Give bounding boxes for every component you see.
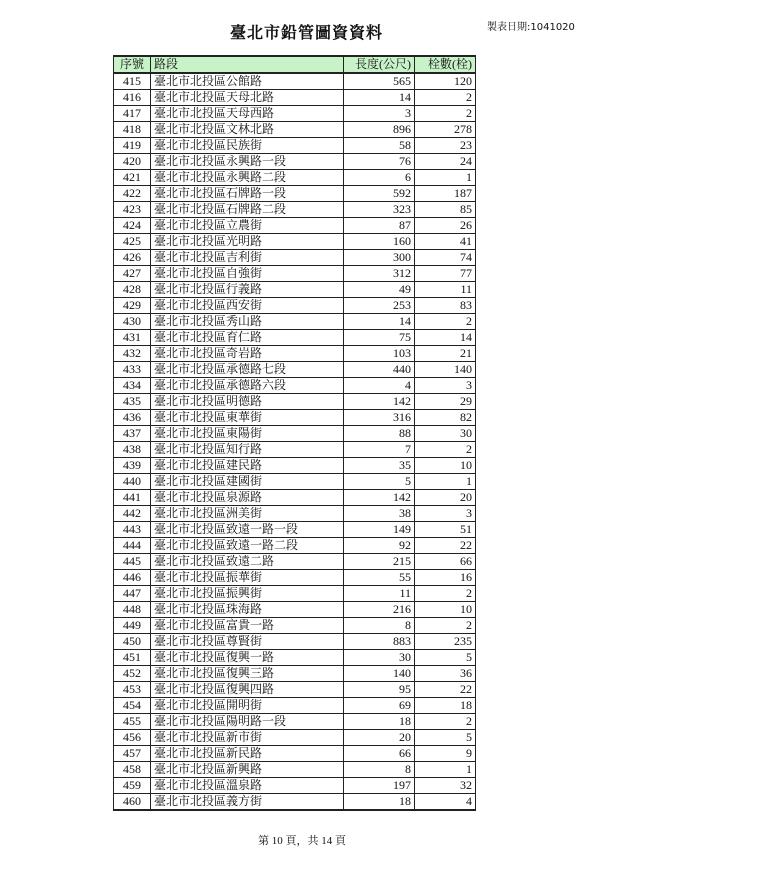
cell-road-section: 臺北市北投區尊賢街 [151,634,344,650]
cell-serial-number: 420 [114,154,151,170]
table-row [114,730,476,746]
header-plug-count: 栓數(栓) [415,56,476,73]
cell-length: 88 [344,426,415,442]
cell-road-section: 臺北市北投區石牌路二段 [151,202,344,218]
cell-serial-number: 460 [114,794,151,811]
table-row [114,714,476,730]
cell-serial-number: 439 [114,458,151,474]
cell-road-section: 臺北市北投區復興一路 [151,650,344,666]
cell-length: 95 [344,682,415,698]
header-serial-number: 序號 [114,56,151,73]
cell-serial-number: 432 [114,346,151,362]
cell-length: 103 [344,346,415,362]
page-number: 第 10 頁，共 14 頁 [258,835,346,847]
table-row [114,490,476,506]
cell-road-section: 臺北市北投區致遠二路 [151,554,344,570]
cell-serial-number: 453 [114,682,151,698]
cell-serial-number: 425 [114,234,151,250]
cell-length: 197 [344,778,415,794]
cell-road-section: 臺北市北投區開明街 [151,698,344,714]
cell-serial-number: 419 [114,138,151,154]
cell-road-section: 臺北市北投區明德路 [151,394,344,410]
cell-serial-number: 438 [114,442,151,458]
cell-plug-count: 83 [415,298,476,314]
cell-serial-number: 435 [114,394,151,410]
cell-road-section: 臺北市北投區公館路 [151,73,344,90]
table-row [114,362,476,378]
cell-road-section: 臺北市北投區建民路 [151,458,344,474]
cell-plug-count: 140 [415,362,476,378]
table-row [114,762,476,778]
table-row [114,522,476,538]
table-row [114,346,476,362]
cell-plug-count: 10 [415,458,476,474]
cell-plug-count: 23 [415,138,476,154]
table-row [114,458,476,474]
cell-road-section: 臺北市北投區義方街 [151,794,344,811]
cell-length: 883 [344,634,415,650]
table-row [114,218,476,234]
cell-plug-count: 4 [415,794,476,811]
cell-road-section: 臺北市北投區新興路 [151,762,344,778]
table-row [114,298,476,314]
cell-road-section: 臺北市北投區民族街 [151,138,344,154]
cell-length: 75 [344,330,415,346]
cell-length: 55 [344,570,415,586]
cell-length: 142 [344,394,415,410]
cell-serial-number: 442 [114,506,151,522]
cell-plug-count: 2 [415,106,476,122]
cell-road-section: 臺北市北投區石牌路一段 [151,186,344,202]
cell-road-section: 臺北市北投區建國街 [151,474,344,490]
cell-length: 11 [344,586,415,602]
cell-length: 14 [344,90,415,106]
cell-length: 896 [344,122,415,138]
cell-road-section: 臺北市北投區復興四路 [151,682,344,698]
lead-pipe-table [113,55,476,811]
table-row [114,330,476,346]
table-row [114,650,476,666]
cell-length: 30 [344,650,415,666]
cell-serial-number: 418 [114,122,151,138]
cell-road-section: 臺北市北投區洲美街 [151,506,344,522]
cell-length: 18 [344,714,415,730]
cell-serial-number: 434 [114,378,151,394]
cell-serial-number: 428 [114,282,151,298]
cell-plug-count: 3 [415,506,476,522]
cell-length: 316 [344,410,415,426]
cell-length: 35 [344,458,415,474]
cell-road-section: 臺北市北投區永興路二段 [151,170,344,186]
cell-serial-number: 445 [114,554,151,570]
cell-plug-count: 278 [415,122,476,138]
cell-plug-count: 5 [415,650,476,666]
header-road-section: 路段 [151,56,344,73]
cell-road-section: 臺北市北投區永興路一段 [151,154,344,170]
cell-plug-count: 2 [415,314,476,330]
cell-plug-count: 24 [415,154,476,170]
cell-length: 140 [344,666,415,682]
cell-plug-count: 29 [415,394,476,410]
table-row [114,410,476,426]
cell-serial-number: 417 [114,106,151,122]
cell-serial-number: 423 [114,202,151,218]
cell-plug-count: 1 [415,762,476,778]
table-row [114,538,476,554]
table-row [114,554,476,570]
cell-serial-number: 451 [114,650,151,666]
table-row [114,266,476,282]
cell-length: 58 [344,138,415,154]
table-row [114,250,476,266]
cell-road-section: 臺北市北投區育仁路 [151,330,344,346]
cell-length: 149 [344,522,415,538]
cell-serial-number: 444 [114,538,151,554]
cell-road-section: 臺北市北投區秀山路 [151,314,344,330]
cell-length: 160 [344,234,415,250]
table-row [114,202,476,218]
cell-length: 38 [344,506,415,522]
cell-serial-number: 458 [114,762,151,778]
cell-length: 18 [344,794,415,811]
cell-road-section: 臺北市北投區富貴一路 [151,618,344,634]
cell-serial-number: 437 [114,426,151,442]
table-header-row [114,56,476,73]
cell-length: 142 [344,490,415,506]
cell-plug-count: 36 [415,666,476,682]
table-body [114,73,476,810]
cell-serial-number: 441 [114,490,151,506]
cell-length: 6 [344,170,415,186]
cell-serial-number: 454 [114,698,151,714]
cell-length: 312 [344,266,415,282]
table-row [114,682,476,698]
cell-plug-count: 2 [415,714,476,730]
cell-length: 14 [344,314,415,330]
table-row [114,778,476,794]
cell-plug-count: 85 [415,202,476,218]
cell-serial-number: 456 [114,730,151,746]
cell-plug-count: 2 [415,618,476,634]
cell-serial-number: 436 [114,410,151,426]
table-row [114,122,476,138]
cell-length: 7 [344,442,415,458]
cell-road-section: 臺北市北投區立農街 [151,218,344,234]
cell-serial-number: 448 [114,602,151,618]
cell-serial-number: 455 [114,714,151,730]
table-row [114,106,476,122]
report-date: 製表日期:1041020 [487,22,575,33]
cell-length: 76 [344,154,415,170]
cell-plug-count: 22 [415,538,476,554]
table-row [114,186,476,202]
cell-road-section: 臺北市北投區文林北路 [151,122,344,138]
cell-road-section: 臺北市北投區自強街 [151,266,344,282]
cell-serial-number: 440 [114,474,151,490]
cell-length: 253 [344,298,415,314]
cell-length: 87 [344,218,415,234]
cell-plug-count: 1 [415,170,476,186]
table-row [114,586,476,602]
table-row [114,442,476,458]
cell-plug-count: 26 [415,218,476,234]
cell-length: 8 [344,762,415,778]
table-row [114,90,476,106]
cell-length: 440 [344,362,415,378]
cell-road-section: 臺北市北投區新民路 [151,746,344,762]
cell-plug-count: 2 [415,442,476,458]
cell-serial-number: 446 [114,570,151,586]
cell-plug-count: 9 [415,746,476,762]
cell-serial-number: 424 [114,218,151,234]
cell-length: 69 [344,698,415,714]
table-row [114,138,476,154]
cell-serial-number: 431 [114,330,151,346]
cell-road-section: 臺北市北投區行義路 [151,282,344,298]
cell-road-section: 臺北市北投區東陽街 [151,426,344,442]
cell-plug-count: 41 [415,234,476,250]
cell-plug-count: 235 [415,634,476,650]
cell-plug-count: 16 [415,570,476,586]
table-row [114,378,476,394]
document-title: 臺北市鉛管圖資資料 [230,23,384,42]
cell-plug-count: 2 [415,586,476,602]
cell-plug-count: 10 [415,602,476,618]
table-row [114,794,476,811]
table-row [114,154,476,170]
cell-serial-number: 415 [114,73,151,90]
cell-plug-count: 2 [415,90,476,106]
cell-plug-count: 120 [415,73,476,90]
table-row [114,634,476,650]
cell-plug-count: 5 [415,730,476,746]
cell-plug-count: 3 [415,378,476,394]
cell-road-section: 臺北市北投區東華街 [151,410,344,426]
cell-serial-number: 433 [114,362,151,378]
cell-plug-count: 30 [415,426,476,442]
cell-length: 20 [344,730,415,746]
cell-plug-count: 77 [415,266,476,282]
cell-road-section: 臺北市北投區西安街 [151,298,344,314]
cell-serial-number: 457 [114,746,151,762]
cell-length: 592 [344,186,415,202]
cell-road-section: 臺北市北投區振華街 [151,570,344,586]
table-row [114,746,476,762]
cell-serial-number: 443 [114,522,151,538]
cell-length: 49 [344,282,415,298]
table-row [114,426,476,442]
cell-road-section: 臺北市北投區新市街 [151,730,344,746]
cell-road-section: 臺北市北投區天母北路 [151,90,344,106]
table-row [114,506,476,522]
cell-plug-count: 51 [415,522,476,538]
cell-road-section: 臺北市北投區奇岩路 [151,346,344,362]
cell-road-section: 臺北市北投區復興三路 [151,666,344,682]
cell-plug-count: 22 [415,682,476,698]
cell-serial-number: 429 [114,298,151,314]
table-row [114,170,476,186]
cell-road-section: 臺北市北投區承德路六段 [151,378,344,394]
cell-plug-count: 82 [415,410,476,426]
cell-road-section: 臺北市北投區知行路 [151,442,344,458]
cell-serial-number: 430 [114,314,151,330]
cell-serial-number: 459 [114,778,151,794]
cell-serial-number: 449 [114,618,151,634]
cell-plug-count: 14 [415,330,476,346]
cell-road-section: 臺北市北投區吉利街 [151,250,344,266]
table-row [114,394,476,410]
cell-plug-count: 1 [415,474,476,490]
cell-length: 5 [344,474,415,490]
cell-length: 215 [344,554,415,570]
table-row [114,73,476,90]
cell-plug-count: 11 [415,282,476,298]
cell-length: 323 [344,202,415,218]
cell-length: 66 [344,746,415,762]
cell-length: 565 [344,73,415,90]
cell-road-section: 臺北市北投區致遠一路一段 [151,522,344,538]
cell-road-section: 臺北市北投區泉源路 [151,490,344,506]
cell-plug-count: 21 [415,346,476,362]
cell-plug-count: 66 [415,554,476,570]
cell-plug-count: 32 [415,778,476,794]
cell-plug-count: 74 [415,250,476,266]
table-row [114,474,476,490]
cell-serial-number: 427 [114,266,151,282]
table-row [114,570,476,586]
cell-serial-number: 426 [114,250,151,266]
cell-serial-number: 452 [114,666,151,682]
cell-road-section: 臺北市北投區天母西路 [151,106,344,122]
table-row [114,666,476,682]
cell-road-section: 臺北市北投區溫泉路 [151,778,344,794]
table-row [114,602,476,618]
cell-serial-number: 421 [114,170,151,186]
cell-length: 8 [344,618,415,634]
table-row [114,234,476,250]
cell-road-section: 臺北市北投區振興街 [151,586,344,602]
cell-length: 4 [344,378,415,394]
cell-road-section: 臺北市北投區珠海路 [151,602,344,618]
cell-road-section: 臺北市北投區光明路 [151,234,344,250]
cell-plug-count: 20 [415,490,476,506]
cell-road-section: 臺北市北投區承德路七段 [151,362,344,378]
table-row [114,698,476,714]
table-row [114,314,476,330]
cell-length: 300 [344,250,415,266]
cell-road-section: 臺北市北投區陽明路一段 [151,714,344,730]
cell-length: 92 [344,538,415,554]
table-row [114,618,476,634]
cell-length: 3 [344,106,415,122]
cell-road-section: 臺北市北投區致遠一路二段 [151,538,344,554]
table-row [114,282,476,298]
cell-length: 216 [344,602,415,618]
cell-plug-count: 187 [415,186,476,202]
cell-serial-number: 422 [114,186,151,202]
header-length: 長度(公尺) [344,56,415,73]
cell-plug-count: 18 [415,698,476,714]
cell-serial-number: 416 [114,90,151,106]
cell-serial-number: 447 [114,586,151,602]
cell-serial-number: 450 [114,634,151,650]
